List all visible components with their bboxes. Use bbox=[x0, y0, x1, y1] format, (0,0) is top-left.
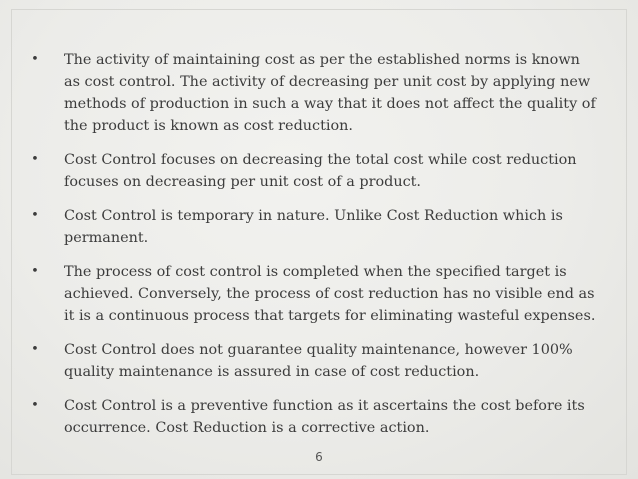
bullet-text-3: Cost Control is temporary in nature. Unlike Cost Reduction which is permanent. bbox=[64, 208, 563, 246]
bullet-text-6: Cost Control is a preventive function as it ascertains the cost before its occurrence. Cost Reduction is a corrective action. bbox=[64, 398, 585, 436]
bullet-dot-icon: • bbox=[31, 264, 39, 279]
bullet-item-5 bbox=[28, 339, 598, 383]
bullet-text-5: Cost Control does not guarantee quality maintenance, however 100% quality maintenance is assured in case of cost reduction. bbox=[64, 342, 573, 380]
bullet-item-2 bbox=[28, 149, 598, 193]
bullet-dot-icon: • bbox=[31, 52, 39, 67]
bullet-item-4 bbox=[28, 261, 598, 327]
bullet-text-4: The process of cost control is completed when the specified target is achieved. Conversely, the process of cost reduction has no visible end as it is a continuous process that targets for eliminating wasteful expenses. bbox=[64, 264, 596, 324]
bullet-item-1 bbox=[28, 49, 598, 137]
bullet-dot-icon: • bbox=[31, 208, 39, 223]
bullet-text-2: Cost Control focuses on decreasing the total cost while cost reduction focuses on decreasing per unit cost of a product. bbox=[64, 152, 577, 190]
bullet-text-1: The activity of maintaining cost as per the established norms is known as cost control. The activity of decreasing per unit cost by applying new methods of production in such a way that it does not affect the quality of the product is known as cost reduction. bbox=[64, 52, 596, 134]
bullet-item-6 bbox=[28, 395, 598, 439]
bullet-item-3 bbox=[28, 205, 598, 249]
bullet-dot-icon: • bbox=[31, 398, 39, 413]
bullet-dot-icon: • bbox=[31, 342, 39, 357]
page-number: 6 bbox=[315, 450, 323, 464]
bullet-list bbox=[28, 49, 598, 439]
bullet-dot-icon: • bbox=[31, 152, 39, 167]
